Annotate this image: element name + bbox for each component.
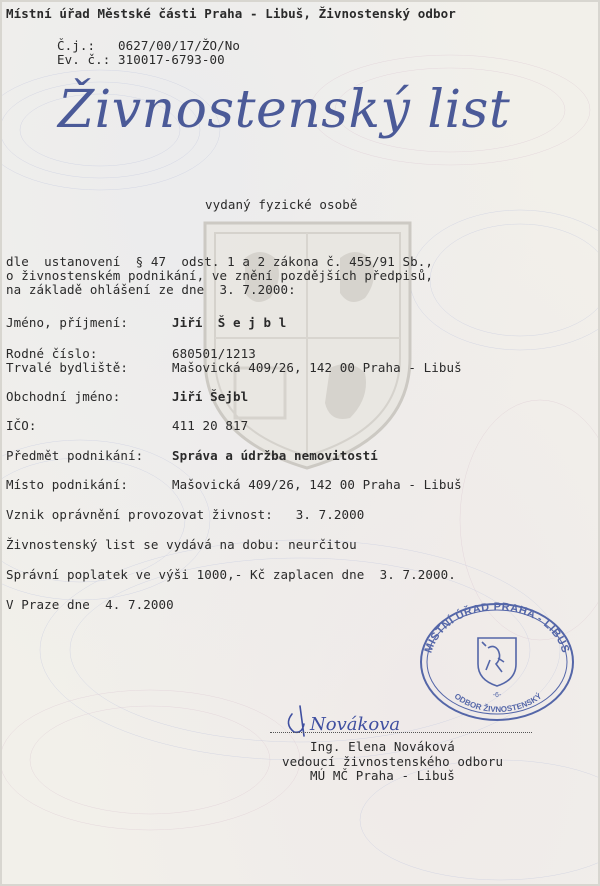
place-and-date: V Praze dne 4. 7.2000	[6, 597, 174, 612]
trade-name-value: Jiří Šejbl	[172, 389, 249, 404]
stamp-department: ODBOR ŽIVNOSTENSKÝ	[452, 691, 544, 714]
signatory-name: Ing. Elena Nováková	[310, 739, 455, 754]
validity-duration: Živnostenský list se vydává na dobu: neurčitou	[6, 537, 357, 552]
residence-label: Trvalé bydliště:	[6, 360, 129, 375]
business-place-value: Mašovická 409/26, 142 00 Praha - Libuš	[172, 477, 462, 492]
legal-basis-line-1: dle ustanovení § 47 odst. 1 a 2 zákona č. 455/91 Sb.,	[6, 254, 434, 269]
legal-basis-line-2: o živnostenském podnikání, ve znění pozdějších předpisů,	[6, 268, 434, 283]
birth-number-label: Rodné číslo:	[6, 346, 98, 361]
lion-emblem-icon	[478, 638, 516, 686]
administrative-fee: Správní poplatek ve výši 1000,- Kč zaplacen dne 3. 7.2000.	[6, 567, 456, 582]
document-title: Živnostenský list	[58, 80, 511, 140]
legal-basis-line-3: na základě ohlášení ze dne 3. 7.2000:	[6, 282, 296, 297]
reference-number: Č.j.: 0627/00/17/ŽO/No	[57, 38, 241, 53]
handwritten-signature	[282, 700, 432, 740]
birth-number-value: 680501/1213	[172, 346, 256, 361]
stamp-text: MÍSTNÍ ÚŘAD PRAHA - LIBUŠ	[422, 600, 572, 655]
authorization-origin: Vznik oprávnění provozovat živnost: 3. 7.2000	[6, 507, 365, 522]
issued-to: vydaný fyzické osobě	[205, 197, 358, 212]
signatory-role: vedoucí živnostenského odboru	[282, 754, 504, 769]
signatory-office: MÚ MČ Praha - Libuš	[310, 768, 455, 783]
name-label: Jméno, příjmení:	[6, 315, 129, 330]
business-subject-value: Správa a údržba nemovitostí	[172, 448, 378, 463]
registration-number: Ev. č.: 310017-6793-00	[57, 52, 225, 67]
business-subject-label: Předmět podnikání:	[6, 448, 144, 463]
svg-text:MÍSTNÍ ÚŘAD PRAHA - LIBUŠ	[423, 601, 573, 655]
residence-value: Mašovická 409/26, 142 00 Praha - Libuš	[172, 360, 462, 375]
ico-value: 411 20 817	[172, 418, 249, 433]
signature-line	[270, 732, 532, 733]
business-place-label: Místo podnikání:	[6, 477, 129, 492]
signature-handwriting: Novákova	[310, 714, 401, 735]
ico-label: IČO:	[6, 418, 37, 433]
name-value: Jiří Š e j b l	[172, 315, 287, 330]
issuing-office-header: Místní úřad Městské části Praha - Libuš, Živnostenský odbor	[6, 6, 456, 21]
trade-name-label: Obchodní jméno:	[6, 389, 121, 404]
stamp-number: -6-	[492, 692, 502, 699]
official-stamp	[416, 598, 578, 724]
